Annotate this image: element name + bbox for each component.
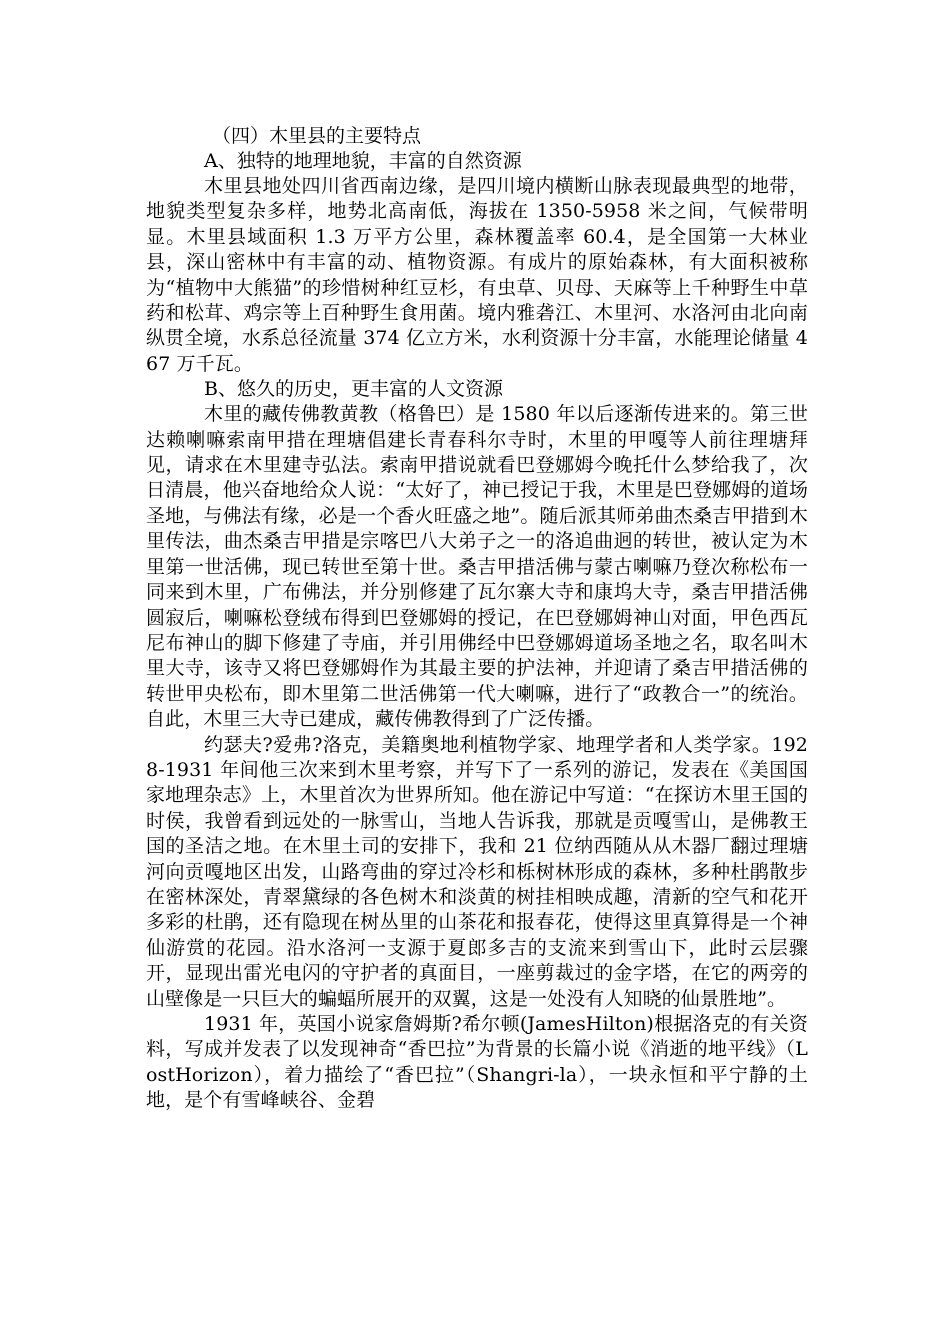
section-b-paragraph-1: 木里的藏传佛教黄教（格鲁巴）是 1580 年以后逐渐传进来的。第三世达赖喇嘛索南甲措在理塘倡建长青春科尔寺时，木里的甲嘎等人前往理塘拜见，请求在木里建寺弘法。索南甲措说就看巴登娜姆今晚托什么梦给我了，次日清晨，他兴奋地给众人说：“太好了，神已授记于我，木里是巴登娜姆的道场圣地，与佛法有缘，必是一个香火旺盛之地”。随后派其师弟曲杰桑吉甲措到木里传法，曲杰桑吉甲措是宗喀巴八大弟子之一的洛追曲迥的转世，被认定为木里第一世活佛，现已转世至第十世。桑吉甲措活佛与蒙古喇嘛乃登次称松布一同来到木里，广布佛法，并分别修建了瓦尔寨大寺和康坞大寺，桑吉甲措活佛圆寂后，喇嘛松登绒布得到巴登娜姆的授记，在巴登娜姆神山对面，甲色西瓦尼布神山的脚下修建了寺庙，并引用佛经中巴登娜姆道场圣地之名，取名叫木里大寺，该寺又将巴登娜姆作为其最主要的护法神，并迎请了桑吉甲措活佛的转世甲央松布，即木里第二世活佛第一代大喇嘛，进行了“政教合一”的统治。自此，木里三大寺已建成，藏传佛教得到了广泛传播。 (146, 403, 808, 731)
section-b-paragraph-3: 1931 年，英国小说家詹姆斯?希尔顿(JamesHilton)根据洛克的有关资料，写成并发表了以发现神奇“香巴拉”为背景的长篇小说《消逝的地平线》（LostHorizon），着力描绘了“香巴拉”（Shangri-la），一块永恒和平宁静的土地，是个有雪峰峡谷、金碧 (146, 1013, 808, 1112)
section-b-paragraph-2: 约瑟夫?爱弗?洛克，美籍奥地利植物学家、地理学者和人类学家。1928-1931 年间他三次来到木里考察，并写下了一系列的游记，发表在《美国国家地理杂志》上，木里首次为世界所知。他在游记中写道：“在探访木里王国的时侯，我曾看到远处的一脉雪山，当地人告诉我，那就是贡嘎雪山，是佛教王国的圣洁之地。在木里土司的安排下，我和 21 位纳西随从从木器厂翻过理塘河向贡嘎地区出发，山路弯曲的穿过冷杉和栎树林形成的森林，多种杜鹃散步在密林深处，青翠黛绿的各色树木和淡黄的树挂相映成趣，清新的空气和花开多彩的杜鹃，还有隐现在树丛里的山茶花和报春花，使得这里真算得是一个神仙游赏的花园。沿水洛河一支源于夏郎多吉的支流来到雪山下，此时云层骤开，显现出雷光电闪的守护者的真面目，一座剪裁过的金字塔，在它的两旁的山壁像是一只巨大的蝙蝠所展开的双翼，这是一处没有人知晓的仙景胜地”。 (146, 733, 808, 1010)
section-b-title: B、悠久的历史，更丰富的人文资源 (204, 378, 503, 401)
section-a-paragraph: 木里县地处四川省西南边缘，是四川境内横断山脉表现最典型的地带，地貌类型复杂多样，地势北高南低，海拔在 1350-5958 米之间，气候带明显。木里县域面积 1.3 万平方公里，森林覆盖率 60.4，是全国第一大林业县，深山密林中有丰富的动、植物资源。有成片的原始森林，有大面积被称为“植物中大熊猫”的珍惜树种红豆杉，有虫草、贝母、天麻等上千种野生中草药和松茸、鸡宗等上百种野生食用菌。境内雅砻江、木里河、水洛河由北向南纵贯全境，水系总径流量 374 亿立方米，水利资源十分丰富，水能理论储量 467 万千瓦。 (146, 175, 808, 375)
section-a-title: A、独特的地理地貌，丰富的自然资源 (204, 150, 522, 172)
document-page (146, 124, 808, 1114)
section-heading: （四）木里县的主要特点 (212, 125, 422, 147)
